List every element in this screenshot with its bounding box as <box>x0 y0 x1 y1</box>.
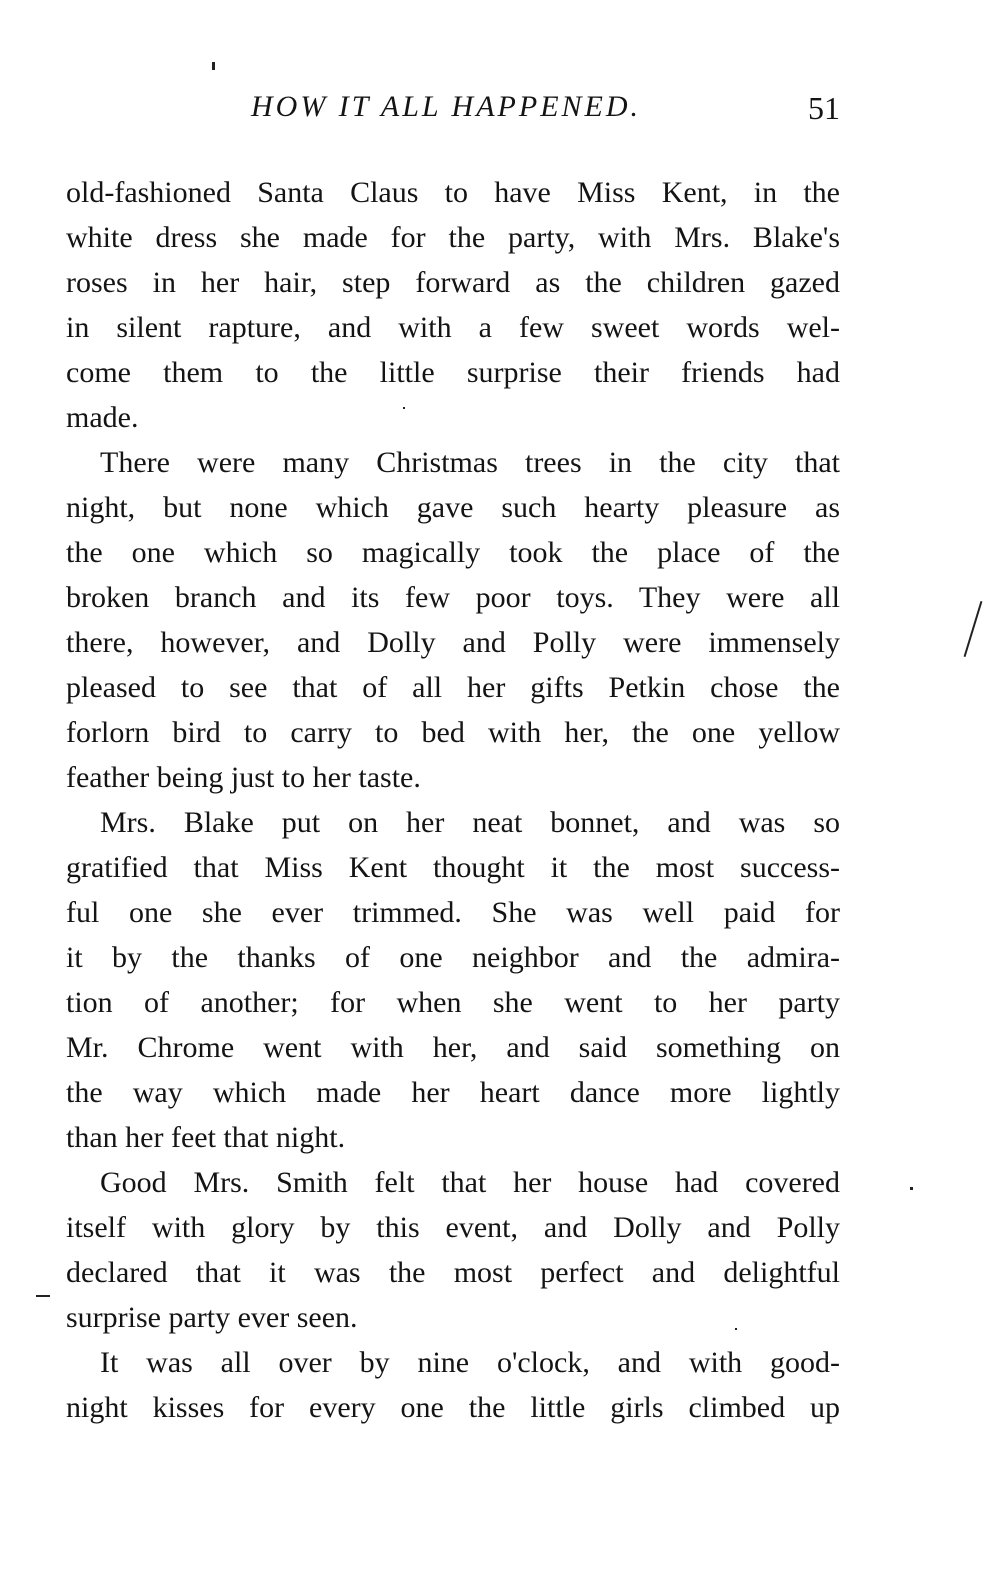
paragraph <box>66 170 840 440</box>
text-line: feather being just to her taste. <box>66 761 421 794</box>
text-line: roses in her hair, step forward as the children gazed <box>66 266 840 299</box>
text-line: ful one she ever trimmed. She was well paid for <box>66 896 840 929</box>
ink-speck <box>212 62 215 70</box>
text-line: old-fashioned Santa Claus to have Miss Kent, in the <box>66 176 840 209</box>
text-line: itself with glory by this event, and Dolly and Polly <box>66 1211 840 1244</box>
text-line: Good Mrs. Smith felt that her house had covered <box>100 1166 840 1199</box>
text-line: tion of another; for when she went to her party <box>66 986 840 1019</box>
text-line: there, however, and Dolly and Polly were immensely <box>66 626 840 659</box>
text-line: night, but none which gave such hearty pleasure as <box>66 491 840 524</box>
margin-pencil-mark <box>36 1295 50 1297</box>
text-line: night kisses for every one the little girls climbed up <box>66 1391 840 1424</box>
page-number: 51 <box>808 90 840 126</box>
text-line: the one which so magically took the place of the <box>66 536 840 569</box>
text-line: Mrs. Blake put on her neat bonnet, and was so <box>100 806 840 839</box>
text-line: pleased to see that of all her gifts Petkin chose the <box>66 671 840 704</box>
text-line: declared that it was the most perfect and delightful <box>66 1256 840 1289</box>
text-line: broken branch and its few poor toys. They were all <box>66 581 840 614</box>
text-line: It was all over by nine o'clock, and with good- <box>100 1346 840 1379</box>
ink-speck <box>735 1328 737 1330</box>
text-line: There were many Christmas trees in the city that <box>100 446 840 479</box>
text-line: Mr. Chrome went with her, and said something on <box>66 1031 840 1064</box>
text-line: the way which made her heart dance more lightly <box>66 1076 840 1109</box>
paragraph <box>66 800 840 1160</box>
paragraph <box>66 440 840 800</box>
text-line: forlorn bird to carry to bed with her, the one yellow <box>66 716 840 749</box>
text-line: come them to the little surprise their friends had <box>66 356 840 389</box>
text-line: surprise party ever seen. <box>66 1301 358 1334</box>
text-line: white dress she made for the party, with Mrs. Blake's <box>66 221 840 254</box>
running-title: HOW IT ALL HAPPENED. <box>250 90 642 123</box>
body-text <box>66 170 840 1430</box>
paragraph <box>66 1340 840 1430</box>
text-line: than her feet that night. <box>66 1121 346 1154</box>
paragraph <box>66 1160 840 1340</box>
text-line: gratified that Miss Kent thought it the most success- <box>66 851 840 884</box>
margin-pencil-mark <box>964 601 983 657</box>
text-line: in silent rapture, and with a few sweet words wel- <box>66 311 840 344</box>
ink-speck <box>910 1187 913 1190</box>
text-line: it by the thanks of one neighbor and the admira- <box>66 941 840 974</box>
ink-speck <box>403 407 405 409</box>
text-line: made. <box>66 401 139 434</box>
